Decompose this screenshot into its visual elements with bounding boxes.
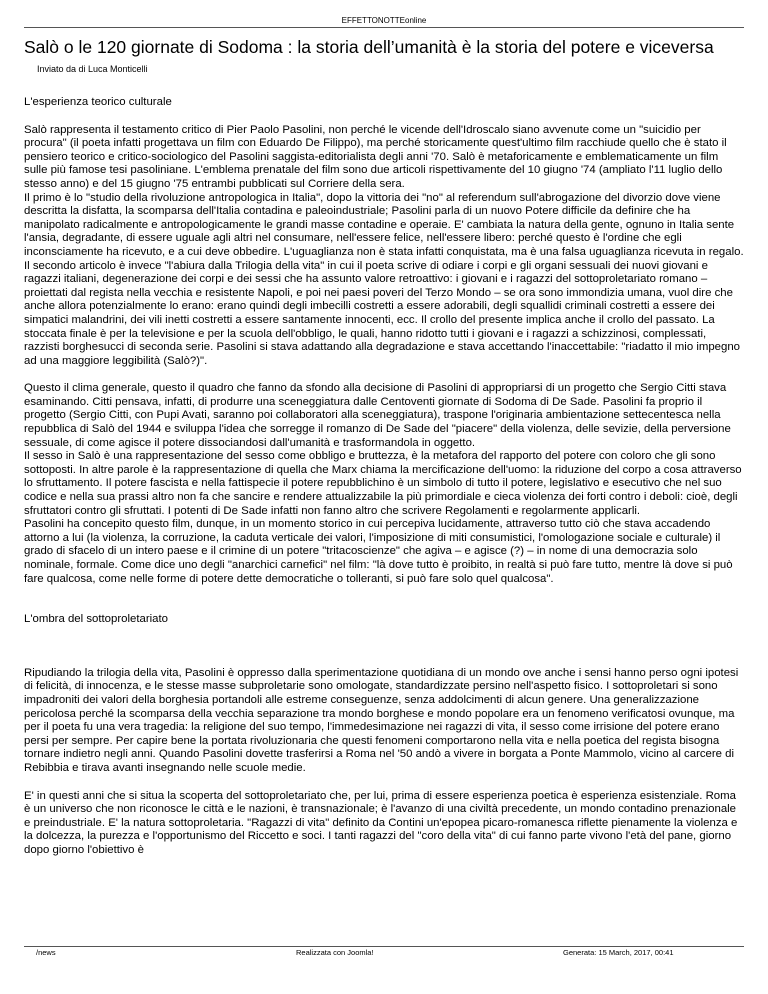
paragraph: Il sesso in Salò è una rappresentazione del sesso come obbligo e bruttezza, è la metafora del rapporto del potere con coloro che gli sono sottoposti. In altre parole è la rappresentazione di quella che Marx chiama la mercificazione dell'uomo: la riduzione del corpo a cosa attraverso lo sfruttamento. Il potere fascista e nella fattispecie il potere repubblichino è un simbolo di tutto il potere, legislativo e esecutivo che nel suo codice e nella sua prassi altro non fa che sancire e rendere attualizzabile la più primordiale e cieca violenza dei forti contro i deboli: cioè, degli sfruttatori contro gli sfruttati. I potenti di De Sade infatti non fanno altro che scrivere Regolamenti e regolarmente applicarli.	[24, 450, 742, 517]
footer-generated-date: Generata: 15 March, 2017, 00:41	[563, 948, 674, 957]
footer-divider	[24, 946, 744, 947]
article-body	[24, 96, 744, 858]
paragraph-block	[24, 124, 744, 369]
site-name: EFFETTONOTTEonline	[341, 16, 427, 25]
paragraph: E' in questi anni che si situa la scoperta del sottoproletariato che, per lui, prima di essere esperienza poetica è esperienza esistenziale. Roma è un universo che non riconosce le città e le nazioni, è transnazionale; è l'avanzo di una civiltà precedente, un mondo contadino prenazionale e preindustriale. E' la natura sottoproletaria. "Ragazzi di vita" definito da Contini un'epopea picaro-romanesca riflette pienamente la violenza e la dolcezza, la purezza e l'opportunismo del Riccetto e soci. I tanti ragazzi del "coro della vita" di cui fanno parte vivono l'età del pane, giorno dopo giorno l'obiettivo è	[24, 789, 738, 856]
section-heading: L'esperienza teorico culturale	[24, 96, 172, 108]
footer-path: /news	[36, 948, 56, 957]
paragraph: Salò rappresenta il testamento critico di Pier Paolo Pasolini, non perché le vicende dell'Idroscalo siano avvenute come un "suicidio per procura" (il poeta infatti progettava un film con Eduardo De Filippo), ma perché storicamente quest'ultimo film racchiude quello che è stato il pensiero teorico e critico-sociologico del Pasolini saggista-editorialista degli anni '70. Salò è metaforicamente e emblematicamente un film sulle più famose tesi pasoliniane. L'emblema prenatale del film sono due articoli rispettivamente del 10 giugno '74 (ampliato l'11 luglio dello stesso anno) e del 15 giugno '75 entrambi pubblicati sul Corriere della sera.	[24, 123, 727, 190]
paragraph: Pasolini ha concepito questo film, dunque, in un momento storico in cui percepiva lucidamente, attraverso tutto ciò che stava accadendo attorno a lui (la violenza, la corruzione, la caduta verticale dei valori, l'imposizione di miti consumistici, l'omologazione sociale e culturale) il grado di sfacelo di un intero paese e il crimine di un potere "tritacoscienze" che agiva – e agisce (?) – in nome di una democrazia solo nominale, formale. Come dice uno degli "anarchici carnefici" nel film: "là dove tutto è proibito, in realtà si può fare tutto, mentre là dove si può fare qualcosa, come nelle forme di potere dette democratiche o tolleranti, si può fare solo quel qualcosa".	[24, 518, 733, 585]
paragraph: Questo il clima generale, questo il quadro che fanno da sfondo alla decisione di Pasolini di appropriarsi di un progetto che Sergio Citti stava esaminando. Citti pensava, infatti, di produrre una sceneggiatura dalle Centoventi giornate di Sodoma di De Sade. Pasolini fa proprio il progetto (Sergio Citti, con Pupi Avati, saranno poi collaboratori alla sceneggiatura), traspone l'originaria ambientazione settecentesca nella repubblica di Salò del 1944 e sviluppa l'idea che sorregge il romanzo di De Sade del "piacere" della violenza, delle sevizie, della perversione sessuale, di come agisce il potere dissociandosi dall'umanità e trasformandola in oggetto.	[24, 382, 731, 449]
article-title: Salò o le 120 giornate di Sodoma : la storia dell’umanità è la storia del potere e viceversa	[24, 37, 714, 57]
paragraph: Ripudiando la trilogia della vita, Pasolini è oppresso dalla sperimentazione quotidiana di un mondo ove anche i sensi hanno perso ogni ipotesi di felicità, di innocenza, e le stesse masse subproletarie sono omologate, standardizzate persino nell'aspetto fisico. I sottoproletari si sono impadroniti dei valori della borghesia portandoli alle estreme conseguenze, senza addolcimenti di alcun genere. Una generalizzazione pericolosa perché la scomparsa della vecchia separazione tra mondo borghese e mondo popolare era un fenomeno verificatosi ovunque, ma per il poeta fu una vera tragedia: la religione del suo tempo, l'immedesimazione nei ragazzi di vita, il sesso come irrisione del potere erano persi per sempre. Per capire bene la portata rivoluzionaria che questi fenomeni comportarono nella vita e nella poetica del regista bisogna tornare indietro negli anni. Quando Pasolini dovette trasferirsi a Roma nel '50 andò a vivere in borgata a Ponte Mammolo, vicino al carcere di Rebibbia e tirava avanti insegnando nelle scuole medie.	[24, 666, 739, 774]
footer-credit: Realizzata con Joomla!	[296, 948, 374, 957]
section-heading: L'ombra del sottoproletariato	[24, 613, 169, 626]
header-divider	[24, 27, 744, 28]
paragraph-block	[24, 382, 744, 586]
paragraph: Il primo è lo "studio della rivoluzione antropologica in Italia", dopo la vittoria dei "no" al referendum sull'abrogazione del divorzio dove viene descritta la disfatta, la scomparsa dell'Italia contadina e paleoindustriale; Pasolini parla di un nuovo Potere difficile da definire che ha manipolato radicalmente e antropologicamente le grandi masse contadine e operaie. E' cambiata la natura della gente, ognuno in Italia sente l'ansia, degradante, di essere uguale agli altri nel consumare, nell'essere felice, nell'essere libero: perché questo è l'ordine che egli inconsciamente ha ricevuto, e a cui deve obbedire. L'uguaglianza non è stata infatti conquistata, ma è una falsa uguaglianza ricevuta in regalo.	[24, 191, 744, 258]
paragraph: Il secondo articolo è invece "l'abiura dalla Trilogia della vita" in cui il poeta scrive di odiare i corpi e gli organi sessuali dei nuovi giovani e ragazzi italiani, degenerazione dei corpi e dei sessi che ha assunto valore retroattivo: i giovani e i ragazzi del sottoproletariato romano –proiettati dal regista nella vecchia e resistente Napoli, e poi nei paesi poveri del Terzo Mondo – se ora sono immondizia umana, vuol dire che anche allora potenzialmente lo erano: erano quindi degli imbecilli costretti a essere adorabili, degli squallidi criminali costretti a essere dei simpatici malandrini, dei vili inetti costretti a essere santamente innocenti, ecc. Il crollo del presente implica anche il crollo del passato. La stoccata finale è per la televisione e per la scuola dell'obbligo, le quali, hanno ridotto tutti i giovani e i ragazzi a schizzinosi, complessati, razzisti borghesucci di seconda serie. Pasolini si stava adattando alla degradazione e stava accettando l'inaccettabile: "riadatto il mio impegno ad una maggiore leggibilità (Salò?)".	[24, 259, 741, 367]
article-byline: Inviato da di Luca Monticelli	[37, 64, 148, 74]
